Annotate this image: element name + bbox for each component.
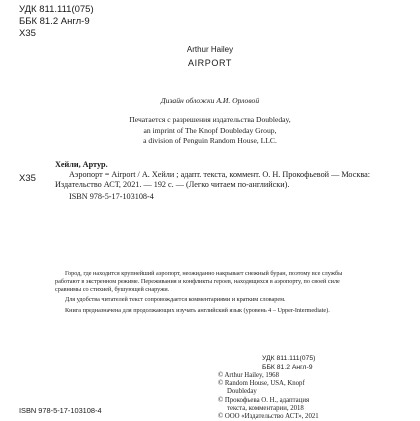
catalog-author-mark: Х35	[19, 173, 36, 184]
copyright-notices	[218, 372, 413, 421]
copyright-line: © ООО «Издательство АСТ», 2021	[218, 413, 319, 421]
annotation-paragraph: Для удобства читателей текст сопровождается комментариями и кратким словарем.	[65, 296, 286, 304]
copyright-line: © Random House, USA, Knopf	[218, 380, 305, 388]
catalog-heading: Хейли, Артур.	[55, 160, 108, 169]
bbk-code: ББК 81.2 Англ-9	[19, 16, 90, 27]
copyright-line: текста, комментарии, 2018	[227, 404, 304, 412]
catalog-entry	[55, 160, 370, 202]
author-mark: Х35	[19, 28, 36, 39]
catalog-isbn: ISBN 978-5-17-103108-4	[69, 191, 154, 201]
bbk-code-bottom: ББК 81.2 Англ-9	[262, 363, 313, 371]
permission-line: Печатается с разрешения издательства Doubleday,	[129, 115, 291, 124]
annotation-paragraph: Город, где находится крупнейший аэропорт, неожиданно накрывает снежный буран, поэтому все службы работают в экстренном режиме. Переживания и конфликты героев, находящихся в аэропорту, по своей силе сравнимы со стихией, бушующей снаружи.	[55, 270, 343, 293]
annotation-paragraph: Книга предназначена для продолжающих изучать английский язык (уровень 4 – Upper-Intermediate).	[65, 307, 330, 315]
udk-code-bottom: УДК 811.111(075)	[262, 355, 316, 362]
annotation	[55, 270, 365, 318]
book-title: AIRPORT	[187, 58, 233, 68]
permission-notice	[0, 115, 420, 147]
copyright-line: Doubleday	[227, 388, 257, 396]
copyright-line: © Прокофьева О. Н., адаптация	[218, 396, 310, 404]
cover-designer-credit: Дизайн обложки А.И. Орловой	[160, 96, 260, 105]
permission-line: a division of Penguin Random House, LLC.	[143, 136, 277, 145]
book-author: Arthur Hailey	[186, 45, 234, 54]
copyright-line: © Arthur Hailey, 1968	[218, 372, 279, 379]
udk-code: УДК 811.111(075)	[19, 4, 94, 15]
permission-line: an imprint of The Knopf Doubleday Group,	[143, 125, 277, 135]
isbn-bottom: ISBN 978-5-17-103108-4	[19, 406, 102, 415]
classification-bottom	[262, 355, 315, 372]
catalog-description: Аэропорт = Airport / А. Хейли ; адапт. текста, коммент. О. Н. Прокофьевой — Москва: Издательство АСТ, 2021. — 192 с. — (Легко читаем по-английски).	[55, 170, 370, 190]
